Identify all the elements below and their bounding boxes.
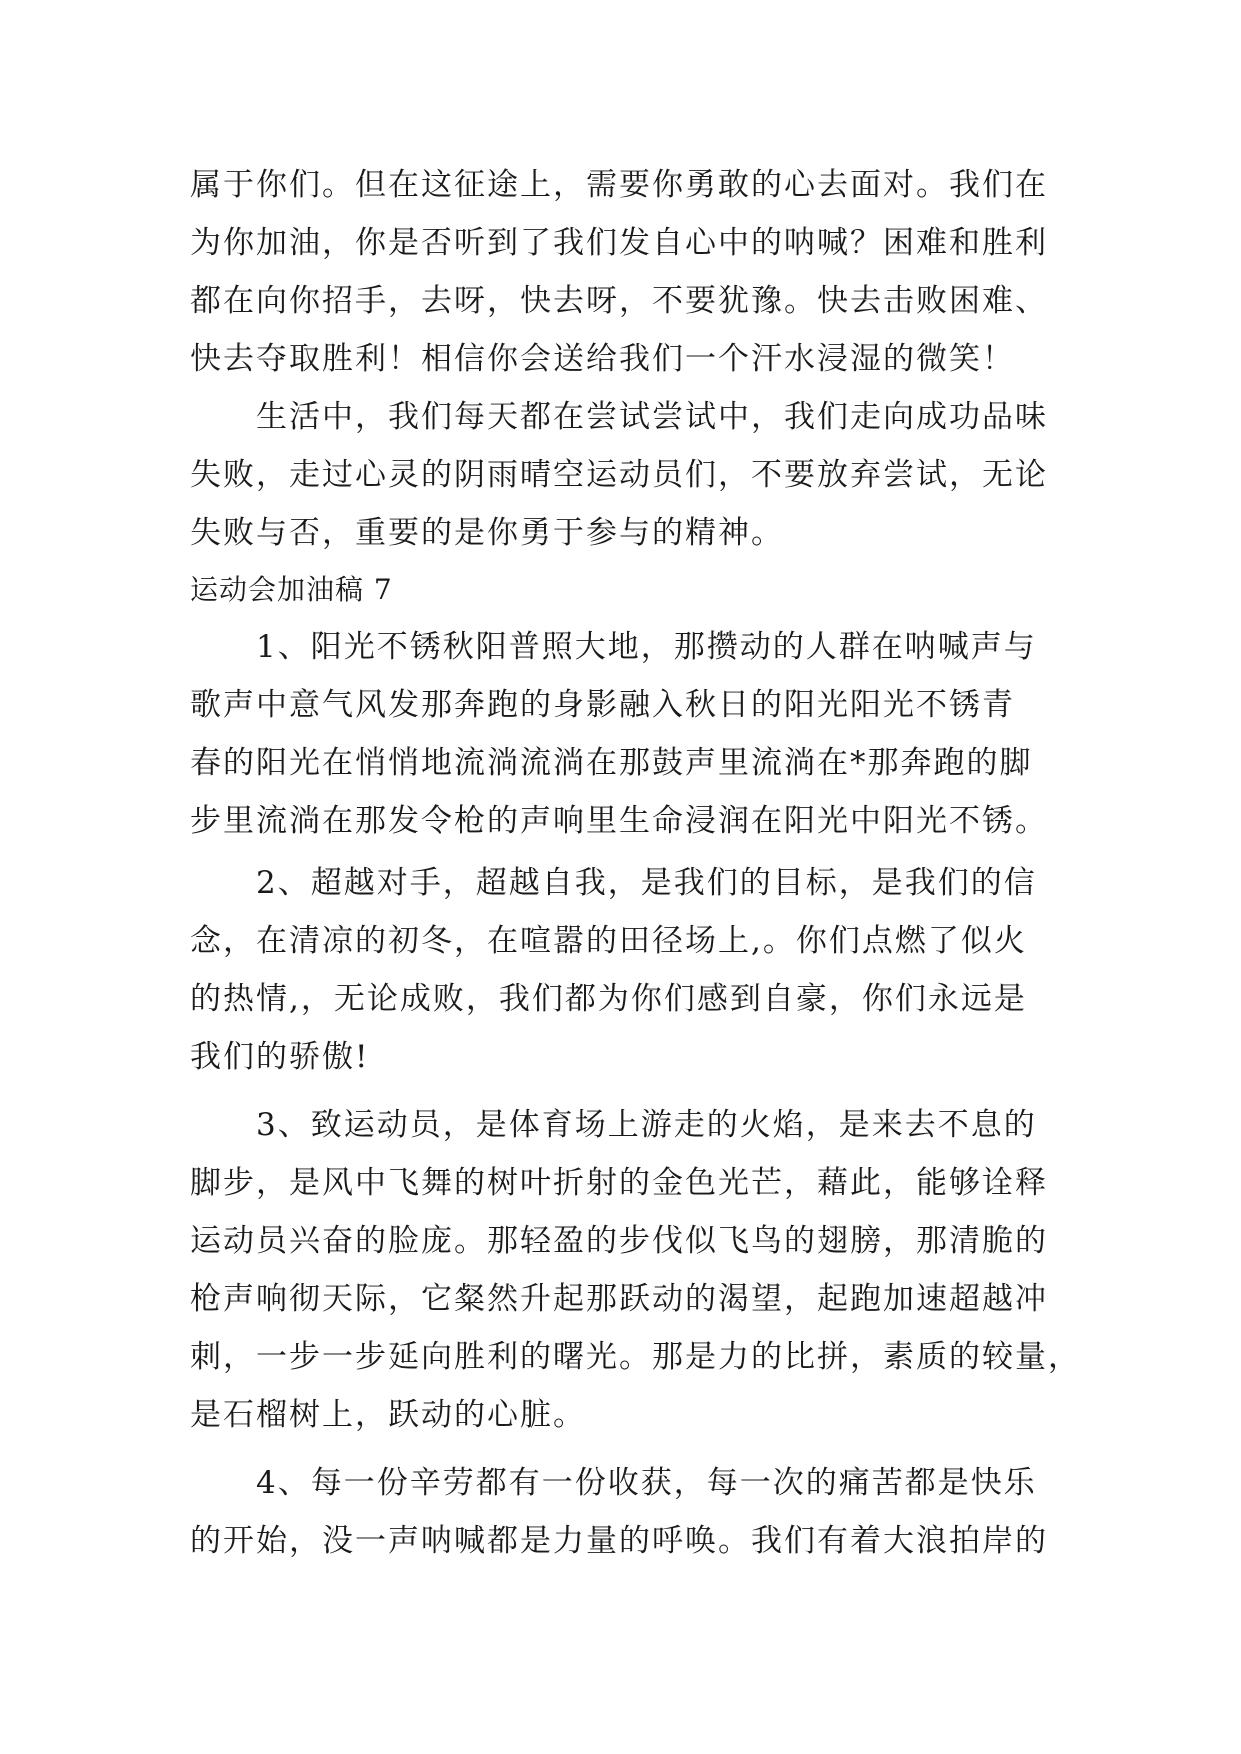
text-line: 都在向你招手，去呀，快去呀，不要犹豫。快去击败困难、	[190, 283, 1048, 319]
text-line: 2、超越对手，超越自我，是我们的目标，是我们的信	[256, 865, 1037, 901]
text-line: 是石榴树上，跃动的心脏。	[190, 1397, 586, 1433]
text-line: 我们的骄傲!	[190, 1039, 370, 1075]
paragraph-item-2	[190, 854, 1050, 1086]
text-line: 生活中，我们每天都在尝试尝试中，我们走向成功品味	[256, 399, 1048, 435]
text-line: 失败，走过心灵的阴雨晴空运动员们，不要放弃尝试，无论	[190, 457, 1048, 493]
text-line: 失败与否，重要的是你勇于参与的精神。	[190, 515, 784, 551]
document-body	[190, 156, 1081, 1570]
text-line: 为你加油，你是否听到了我们发自心中的呐喊？困难和胜利	[190, 225, 1048, 261]
paragraph-item-3	[190, 1096, 1081, 1444]
text-line: 1、阳光不锈秋阳普照大地，那攒动的人群在呐喊声与	[256, 629, 1037, 665]
paragraph-1	[190, 156, 1050, 388]
paragraph-item-1	[190, 618, 1050, 850]
text-line: 的热情,，无论成败，我们都为你们感到自豪，你们永远是	[190, 981, 1027, 1017]
paragraph-2	[190, 388, 1050, 562]
text-line: 刺，一步一步延向胜利的曙光。那是力的比拼，素质的较量，	[190, 1339, 1081, 1375]
text-line: 歌声中意气风发那奔跑的身影融入秋日的阳光阳光不锈青	[190, 687, 1015, 723]
text-line: 属于你们。但在这征途上，需要你勇敢的心去面对。我们在	[190, 167, 1048, 203]
text-line: 4、每一份辛劳都有一份收获，每一次的痛苦都是快乐	[256, 1465, 1037, 1501]
text-line: 春的阳光在悄悄地流淌流淌在那鼓声里流淌在*那奔跑的脚	[190, 745, 1033, 781]
text-line: 的开始，没一声呐喊都是力量的呼唤。我们有着大浪拍岸的	[190, 1523, 1048, 1559]
text-line: 运动员兴奋的脸庞。那轻盈的步伐似飞鸟的翅膀，那清脆的	[190, 1223, 1048, 1259]
text-line: 3、致运动员，是体育场上游走的火焰，是来去不息的	[256, 1107, 1037, 1143]
text-line: 脚步，是风中飞舞的树叶折射的金色光芒，藉此，能够诠释	[190, 1165, 1048, 1201]
section-heading: 运动会加油稿 7	[190, 573, 393, 606]
text-line: 念，在清凉的初冬，在喧嚣的田径场上,。你们点燃了似火	[190, 923, 1027, 959]
text-line: 枪声响彻天际，它粲然升起那跃动的渴望，起跑加速超越冲	[190, 1281, 1048, 1317]
paragraph-item-4	[190, 1454, 1050, 1570]
text-line: 快去夺取胜利！相信你会送给我们一个汗水浸湿的微笑！	[190, 341, 1015, 377]
text-line: 步里流淌在那发令枪的声响里生命浸润在阳光中阳光不锈。	[190, 803, 1048, 839]
